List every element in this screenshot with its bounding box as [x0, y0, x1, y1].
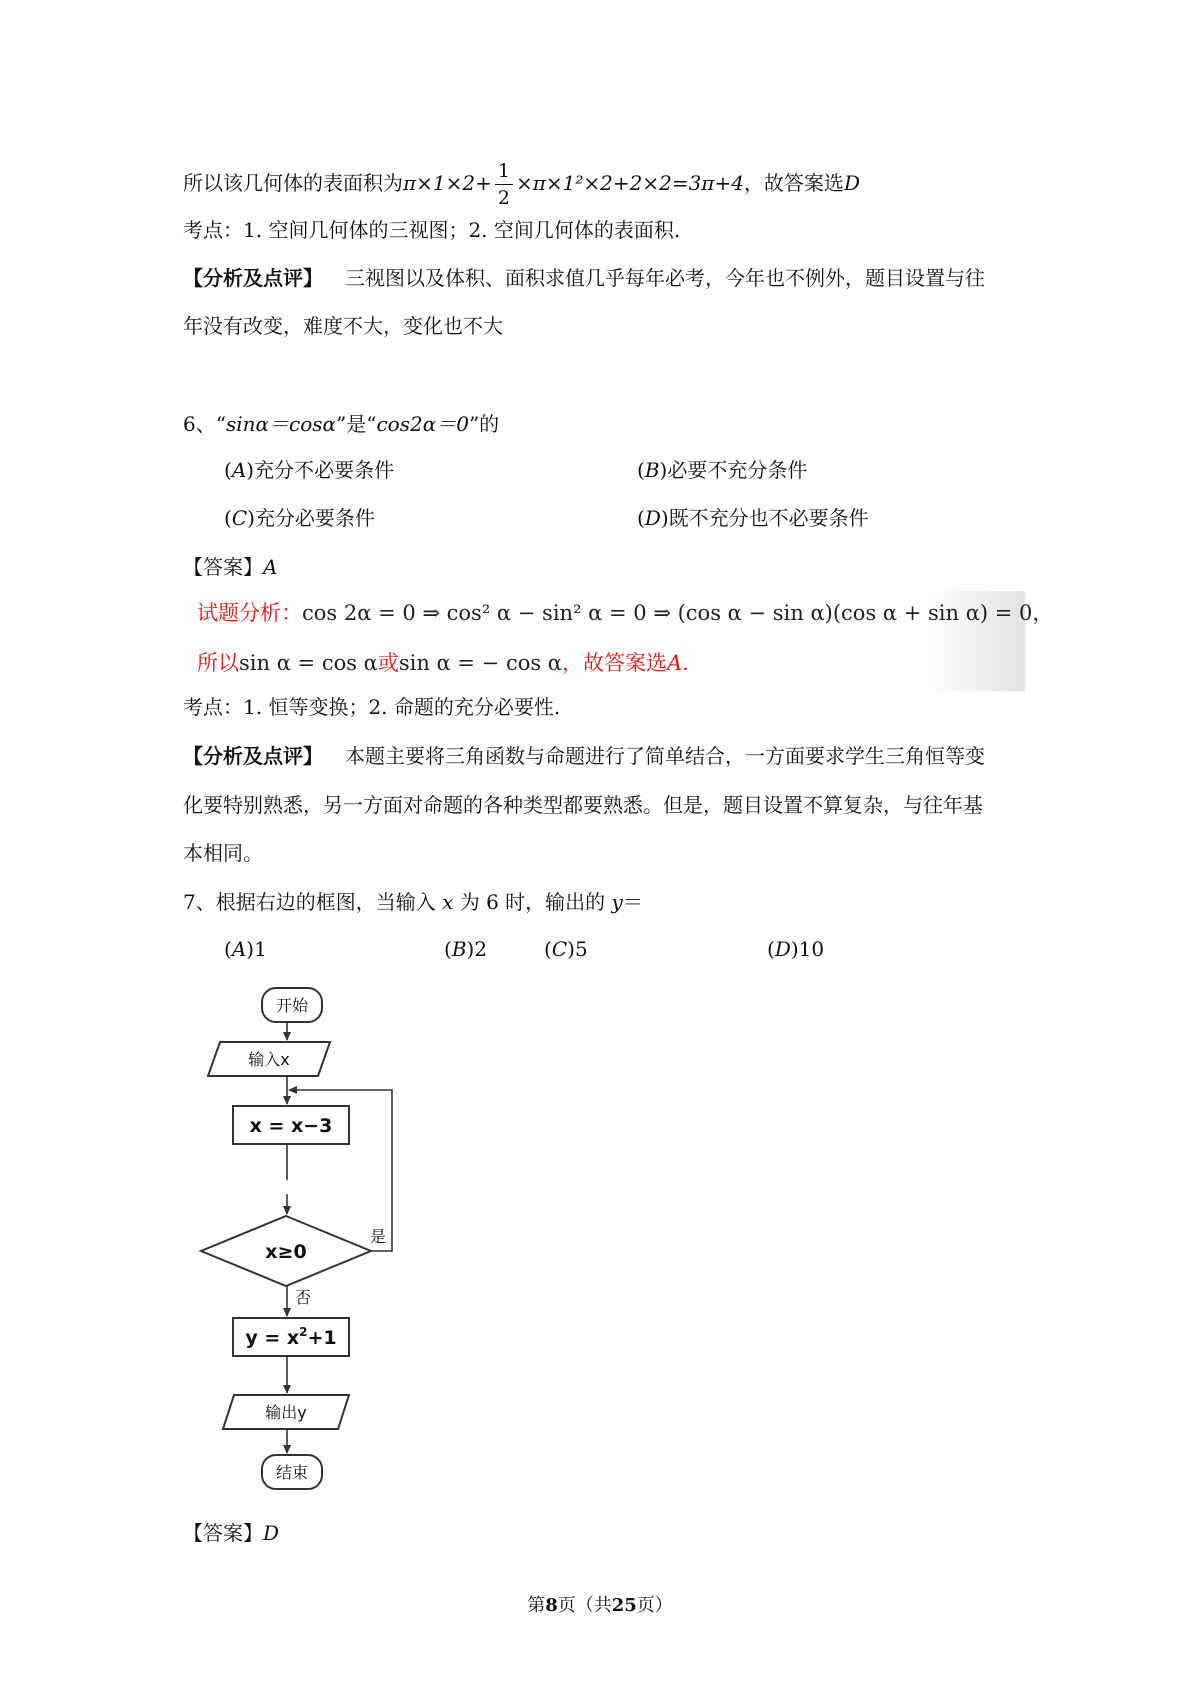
- option-letter: D: [644, 506, 661, 530]
- calc-label-tail: +1: [307, 1327, 337, 1349]
- option-text: 必要不充分条件: [667, 458, 808, 482]
- option-letter: C: [231, 506, 248, 530]
- q6-answer-line: [183, 552, 277, 582]
- analysis-so: 所以: [197, 651, 239, 675]
- q6-stem-mid: ”是“: [336, 412, 377, 436]
- footer-suffix: 页）: [636, 1595, 673, 1616]
- analysis-eq2: sin α = − cos α: [398, 651, 562, 675]
- q6-answer-label: 【答案】: [183, 555, 263, 579]
- q6-stem: [183, 409, 499, 439]
- q7-option-d: (D)10: [767, 937, 825, 961]
- input-label: 输入x: [248, 1050, 290, 1069]
- calc-label-sup: 2: [299, 1325, 308, 1339]
- q6-analysis-box: [187, 591, 1054, 691]
- q5-kaodian: 考点：1. 空间几何体的三视图；2. 空间几何体的表面积.: [183, 218, 681, 242]
- output-label: 输出y: [265, 1403, 307, 1422]
- q6-analysis-label: 试题分析：: [197, 601, 302, 625]
- q7-stem-b: 为 6 时，输出的: [459, 890, 606, 914]
- q6-review-line1: [183, 741, 985, 771]
- q7-answer-label: 【答案】: [183, 1521, 263, 1545]
- q6-option-d: (D)既不充分也不必要条件: [637, 506, 869, 530]
- option-letter: C: [551, 937, 568, 961]
- calc-label: [245, 1325, 336, 1349]
- q7-stem-x: x: [442, 890, 454, 914]
- footer-mid: 页（共: [557, 1595, 612, 1616]
- footer-total: 25: [611, 1595, 637, 1616]
- option-text: 5: [574, 937, 588, 961]
- option-text: 充分必要条件: [254, 506, 375, 530]
- q7-stem-a: 7、根据右边的框图，当输入: [183, 890, 436, 914]
- q7-option-c: (C)5: [544, 937, 588, 961]
- analysis-period: .: [682, 651, 689, 675]
- analysis-conclusion: ，故答案选: [562, 651, 667, 675]
- yes-label: 是: [369, 1227, 387, 1246]
- q6-review-line2: 化要特别熟悉，另一方面对命题的各种类型都要熟悉。但是，题目设置不算复杂，与往年基: [183, 793, 983, 817]
- q5-review-line2: 年没有改变，难度不大，变化也不大: [183, 314, 503, 338]
- q6-stem-expr1: sinα＝cosα: [225, 412, 337, 436]
- q6-option-b: (B)必要不充分条件: [637, 458, 808, 482]
- q6-review-text1: 本题主要将三角函数与命题进行了简单结合，一方面要求学生三角恒等变: [345, 744, 985, 768]
- q5-review-text1: 三视图以及体积、面积求值几乎每年必考，今年也不例外，题目设置与往: [345, 266, 985, 290]
- option-letter: D: [774, 937, 791, 961]
- page-footer: [0, 1591, 1200, 1617]
- q7-stem-c: ＝: [622, 890, 643, 914]
- surface-area-line: [183, 158, 860, 211]
- q6-option-a: (A)充分不必要条件: [224, 458, 395, 482]
- option-text: 既不充分也不必要条件: [668, 506, 869, 530]
- analysis-answer: A: [667, 651, 683, 675]
- surface-prefix: 所以该几何体的表面积为: [183, 171, 403, 195]
- q7-option-b: (B)2: [444, 937, 488, 961]
- fraction-numerator: 1: [495, 158, 513, 185]
- surface-answer: D: [843, 171, 860, 195]
- assign-label: x = x−3: [249, 1115, 333, 1137]
- calc-label-main: y = x: [245, 1327, 300, 1349]
- cond-label: x≥0: [265, 1241, 307, 1263]
- surface-formula-b: ×π×1²×2+2×2=3π+4: [515, 171, 744, 195]
- option-text: 10: [798, 937, 825, 961]
- q7-answer-line: [183, 1518, 279, 1548]
- q6-analysis-line2: [197, 647, 689, 679]
- q6-review-line3: 本相同。: [183, 841, 263, 865]
- analysis-eq1: sin α = cos α: [239, 651, 378, 675]
- q6-option-c: (C)充分必要条件: [224, 506, 375, 530]
- option-text: 2: [474, 937, 488, 961]
- q5-review-line1: [183, 263, 985, 293]
- fraction-denominator: 2: [497, 187, 510, 209]
- q7-answer: D: [263, 1521, 280, 1545]
- start-label: 开始: [275, 996, 309, 1015]
- q6-review-label: 【分析及点评】: [183, 744, 323, 768]
- q7-option-a: (A)1: [224, 937, 267, 961]
- q6-stem-num: 6、“: [183, 412, 226, 436]
- option-letter: A: [231, 458, 247, 482]
- q6-analysis-line1: [197, 597, 1053, 629]
- analysis-or: 或: [377, 651, 399, 675]
- option-letter: A: [231, 937, 247, 961]
- end-label: 结束: [275, 1463, 309, 1482]
- option-text: 1: [254, 937, 267, 961]
- surface-suffix: ，故答案选: [743, 171, 844, 195]
- option-text: 充分不必要条件: [254, 458, 395, 482]
- option-letter: B: [644, 458, 660, 482]
- no-label: 否: [294, 1288, 312, 1307]
- footer-prefix: 第: [527, 1595, 546, 1616]
- q6-stem-end: ”的: [468, 412, 500, 436]
- q5-review-label: 【分析及点评】: [183, 266, 323, 290]
- q6-answer: A: [263, 555, 278, 579]
- q6-analysis-formula: cos 2α = 0 ⇒ cos² α − sin² α = 0 ⇒ (cos α − sin α)(cos α + sin α) = 0，: [302, 601, 1054, 625]
- flowchart: [170, 980, 430, 1500]
- footer-page: 8: [545, 1595, 558, 1616]
- q7-stem-y: y: [611, 890, 623, 914]
- option-letter: B: [451, 937, 467, 961]
- q6-stem-expr2: cos2α＝0: [376, 412, 469, 436]
- q7-stem: [183, 887, 643, 917]
- surface-formula-a: π×1×2+: [403, 171, 492, 195]
- surface-fraction: [495, 158, 513, 211]
- q6-kaodian: 考点：1. 恒等变换；2. 命题的充分必要性.: [183, 695, 561, 719]
